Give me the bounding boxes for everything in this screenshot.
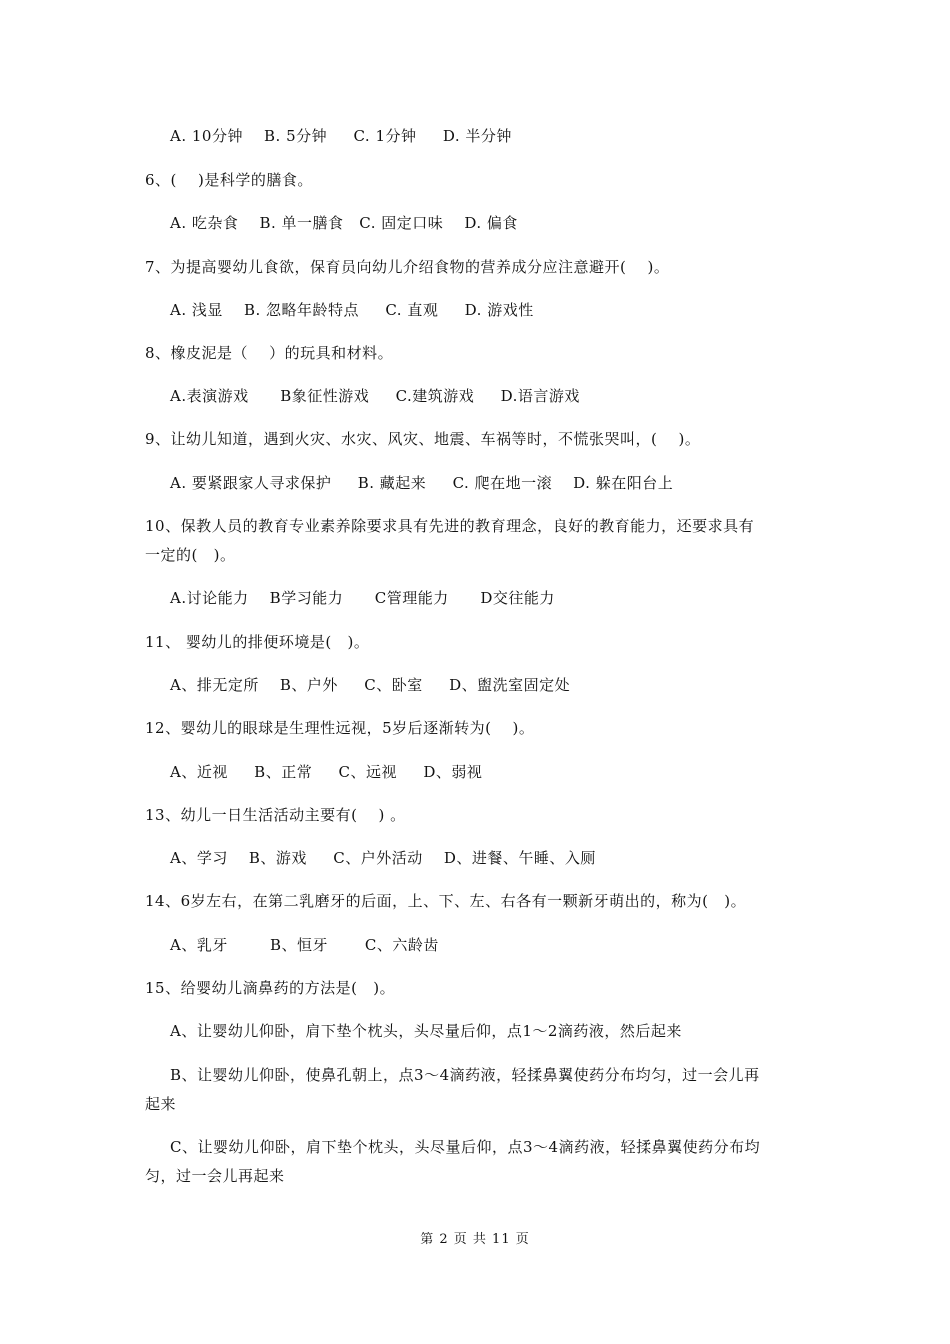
q13-options: A、学习 B、游戏 C、户外活动 D、进餐、午睡、入厕 [170,849,596,867]
q7-options: A. 浅显 B. 忽略年龄特点 C. 直观 D. 游戏性 [170,301,534,319]
q5-options: A. 10分钟 B. 5分钟 C. 1分钟 D. 半分钟 [170,127,512,145]
q10-question-line1: 10、保教人员的教育专业素养除要求具有先进的教育理念，良好的教育能力，还要求具有 [145,517,755,535]
q15-option-c-line1: C、让婴幼儿仰卧，肩下垫个枕头，头尽量后仰，点3～4滴药液，轻揉鼻翼使药分布均 [170,1138,761,1156]
q13-question: 13、幼儿一日生活活动主要有( ) 。 [145,806,406,824]
q14-options: A、乳牙 B、恒牙 C、六龄齿 [170,936,439,954]
q10-question-line2: 一定的( )。 [145,546,236,564]
q7-question: 7、为提高婴幼儿食欲，保育员向幼儿介绍食物的营养成分应注意避开( )。 [145,258,670,276]
q15-option-a: A、让婴幼儿仰卧，肩下垫个枕头，头尽量后仰，点1～2滴药液，然后起来 [170,1022,682,1040]
q12-options: A、近视 B、正常 C、远视 D、弱视 [170,763,483,781]
page-footer: 第 2 页 共 11 页 [420,1232,530,1247]
q14-question: 14、6岁左右，在第二乳磨牙的后面，上、下、左、右各有一颗新牙萌出的，称为( )。 [145,892,747,910]
q8-options: A.表演游戏 B象征性游戏 C.建筑游戏 D.语言游戏 [170,387,580,405]
q9-options: A. 要紧跟家人寻求保护 B. 藏起来 C. 爬在地一滚 D. 躲在阳台上 [170,474,674,492]
q15-option-b-line1: B、让婴幼儿仰卧，使鼻孔朝上，点3～4滴药液，轻揉鼻翼使药分布均匀，过一会儿再 [170,1066,760,1084]
q15-option-b-line2: 起来 [145,1095,177,1113]
q12-question: 12、婴幼儿的眼球是生理性远视，5岁后逐渐转为( )。 [145,719,535,737]
q15-question: 15、给婴幼儿滴鼻药的方法是( )。 [145,979,396,997]
q15-option-c-line2: 匀，过一会儿再起来 [145,1167,285,1185]
q9-question: 9、让幼儿知道，遇到火灾、水灾、风灾、地震、车祸等时，不慌张哭叫，( )。 [145,430,701,448]
q10-options: A.讨论能力 B学习能力 C管理能力 D交往能力 [170,589,555,607]
q8-question: 8、橡皮泥是（ ）的玩具和材料。 [145,344,394,362]
q11-options: A、排无定所 B、户外 C、卧室 D、盥洗室固定处 [170,676,571,694]
q6-question: 6、( )是科学的膳食。 [145,171,313,189]
q6-options: A. 吃杂食 B. 单一膳食 C. 固定口味 D. 偏食 [170,214,518,232]
q11-question: 11、 婴幼儿的排便环境是( )。 [145,633,370,651]
